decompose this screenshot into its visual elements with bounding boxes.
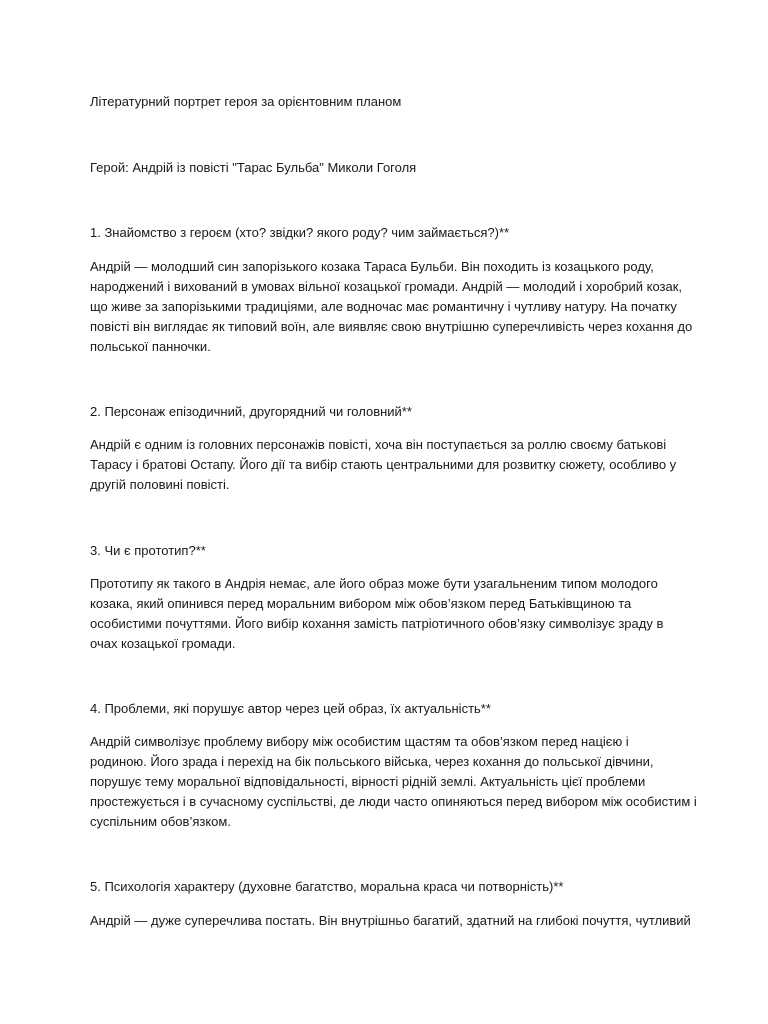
document-title: Літературний портрет героя за орієнтовним планом: [90, 94, 402, 109]
section-4-heading: 4. Проблеми, які порушує автор через цей образ, їх актуальність**: [90, 701, 491, 716]
section-1-paragraph: [90, 257, 693, 357]
section-3-heading: 3. Чи є прототип?**: [90, 543, 206, 558]
paragraph-line: родиною. Його зрада і перехід на бік польського війська, через кохання до польської дівчини,: [90, 754, 654, 769]
paragraph-line: Андрій — молодший син запорізького козака Тараса Бульби. Він походить із козацького роду,: [90, 259, 654, 274]
paragraph-line: Андрій символізує проблему вибору між особистим щастям та обов’язком перед нацією і: [90, 734, 629, 749]
paragraph-line: Тарасу і братові Остапу. Його дії та вибір стають центральними для розвитку сюжету, особливо у: [90, 457, 677, 472]
section-4-paragraph: [90, 732, 697, 832]
paragraph-line: простежується і в сучасному суспільстві, де люди часто опиняються перед вибором між особистим і: [90, 794, 697, 809]
section-2-heading: 2. Персонаж епізодичний, другорядний чи головний**: [90, 404, 412, 419]
paragraph-line: що живе за запорізькими традиціями, але водночас має романтичну і чутливу натуру. На початку: [90, 299, 677, 314]
paragraph-line: особистими почуттями. Його вибір кохання замість патріотичного обов’язку символізує зраду в: [90, 616, 664, 631]
paragraph-line: очах козацької громади.: [90, 636, 236, 651]
paragraph-line: Прототипу як такого в Андрія немає, але його образ може бути узагальненим типом молодого: [90, 576, 658, 591]
section-5-heading: 5. Психологія характеру (духовне багатство, моральна краса чи потворність)**: [90, 879, 564, 894]
section-3-paragraph: [90, 574, 690, 654]
paragraph-line: народжений і вихований в умовах вільної козацької громади. Андрій — молодий і хоробрий козак,: [90, 279, 683, 294]
section-5-paragraph: [90, 911, 690, 931]
paragraph-line: Андрій — дуже суперечлива постать. Він внутрішньо багатий, здатний на глибокі почуття, чутливий: [90, 913, 691, 928]
hero-line: Герой: Андрій із повісті "Тарас Бульба" Миколи Гоголя: [90, 160, 417, 175]
paragraph-line: польської панночки.: [90, 339, 211, 354]
paragraph-line: козака, який опинився перед моральним вибором між обов’язком перед Батьківщиною та: [90, 596, 632, 611]
section-2-paragraph: [90, 435, 690, 495]
paragraph-line: Андрій є одним із головних персонажів повісті, хоча він поступається за роллю своєму батькові: [90, 437, 667, 452]
section-1-heading: 1. Знайомство з героєм (хто? звідки? якого роду? чим займається?)**: [90, 225, 510, 240]
paragraph-line: другій половині повісті.: [90, 477, 230, 492]
paragraph-line: повісті він виглядає як типовий воїн, але виявляє свою внутрішню суперечливість через кохання до: [90, 319, 693, 334]
paragraph-line: суспільним обов’язком.: [90, 814, 231, 829]
paragraph-line: порушує тему моральної відповідальності, вірності рідній землі. Актуальність цієї проблеми: [90, 774, 646, 789]
